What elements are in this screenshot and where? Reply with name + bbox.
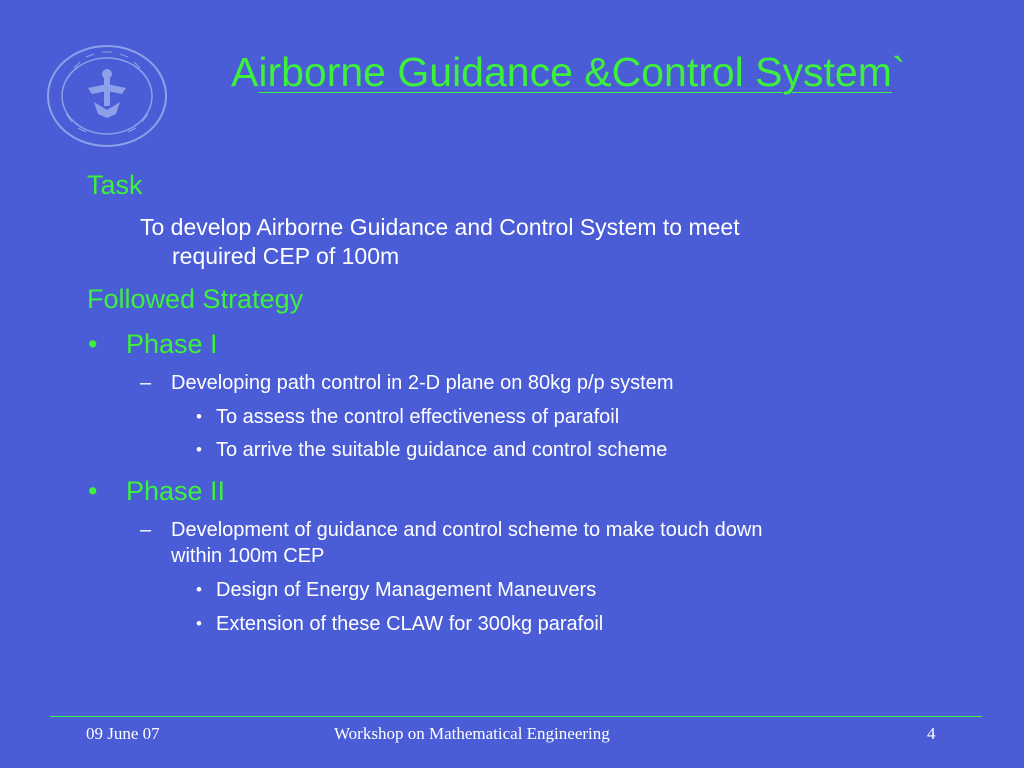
task-heading: Task (87, 170, 143, 200)
strategy-heading: Followed Strategy (87, 284, 304, 314)
slide-title (231, 48, 906, 96)
footer-page-number: 4 (927, 724, 936, 743)
phase2-subpoint-line1: Development of guidance and control scheme to make touch down (171, 519, 763, 541)
slide-title-initial: A (231, 49, 259, 95)
phase1-item2: To arrive the suitable guidance and control scheme (216, 439, 668, 461)
phase1-item1-bullet: • (196, 407, 202, 426)
footer-divider (50, 716, 982, 717)
organization-emblem-logo (46, 44, 168, 148)
phase2-item1-bullet: • (196, 580, 202, 599)
phase1-label: Phase I (126, 329, 218, 359)
footer-date: 09 June 07 (86, 724, 160, 743)
footer-event: Workshop on Mathematical Engineering (334, 724, 610, 743)
phase1-dash: – (140, 372, 152, 394)
task-description-line1: To develop Airborne Guidance and Control System to meet (140, 214, 740, 240)
task-description-line2: required CEP of 100m (172, 243, 400, 269)
slide-title-trailing: ` (891, 49, 906, 95)
phase1-item2-bullet: • (196, 440, 202, 459)
phase2-item2-bullet: • (196, 614, 202, 633)
phase2-bullet: • (88, 476, 98, 506)
phase1-subpoint: Developing path control in 2-D plane on 80kg p/p system (171, 372, 674, 394)
phase2-subpoint-line2: within 100m CEP (171, 545, 325, 567)
slide-title-underlined: irborne Guidance &Control System (258, 49, 892, 95)
phase2-dash: – (140, 519, 152, 541)
phase2-label: Phase II (126, 476, 226, 506)
phase1-bullet: • (88, 329, 98, 359)
phase1-item1: To assess the control effectiveness of parafoil (216, 406, 620, 428)
phase2-item2: Extension of these CLAW for 300kg parafoil (216, 613, 604, 635)
phase2-item1: Design of Energy Management Maneuvers (216, 579, 597, 601)
